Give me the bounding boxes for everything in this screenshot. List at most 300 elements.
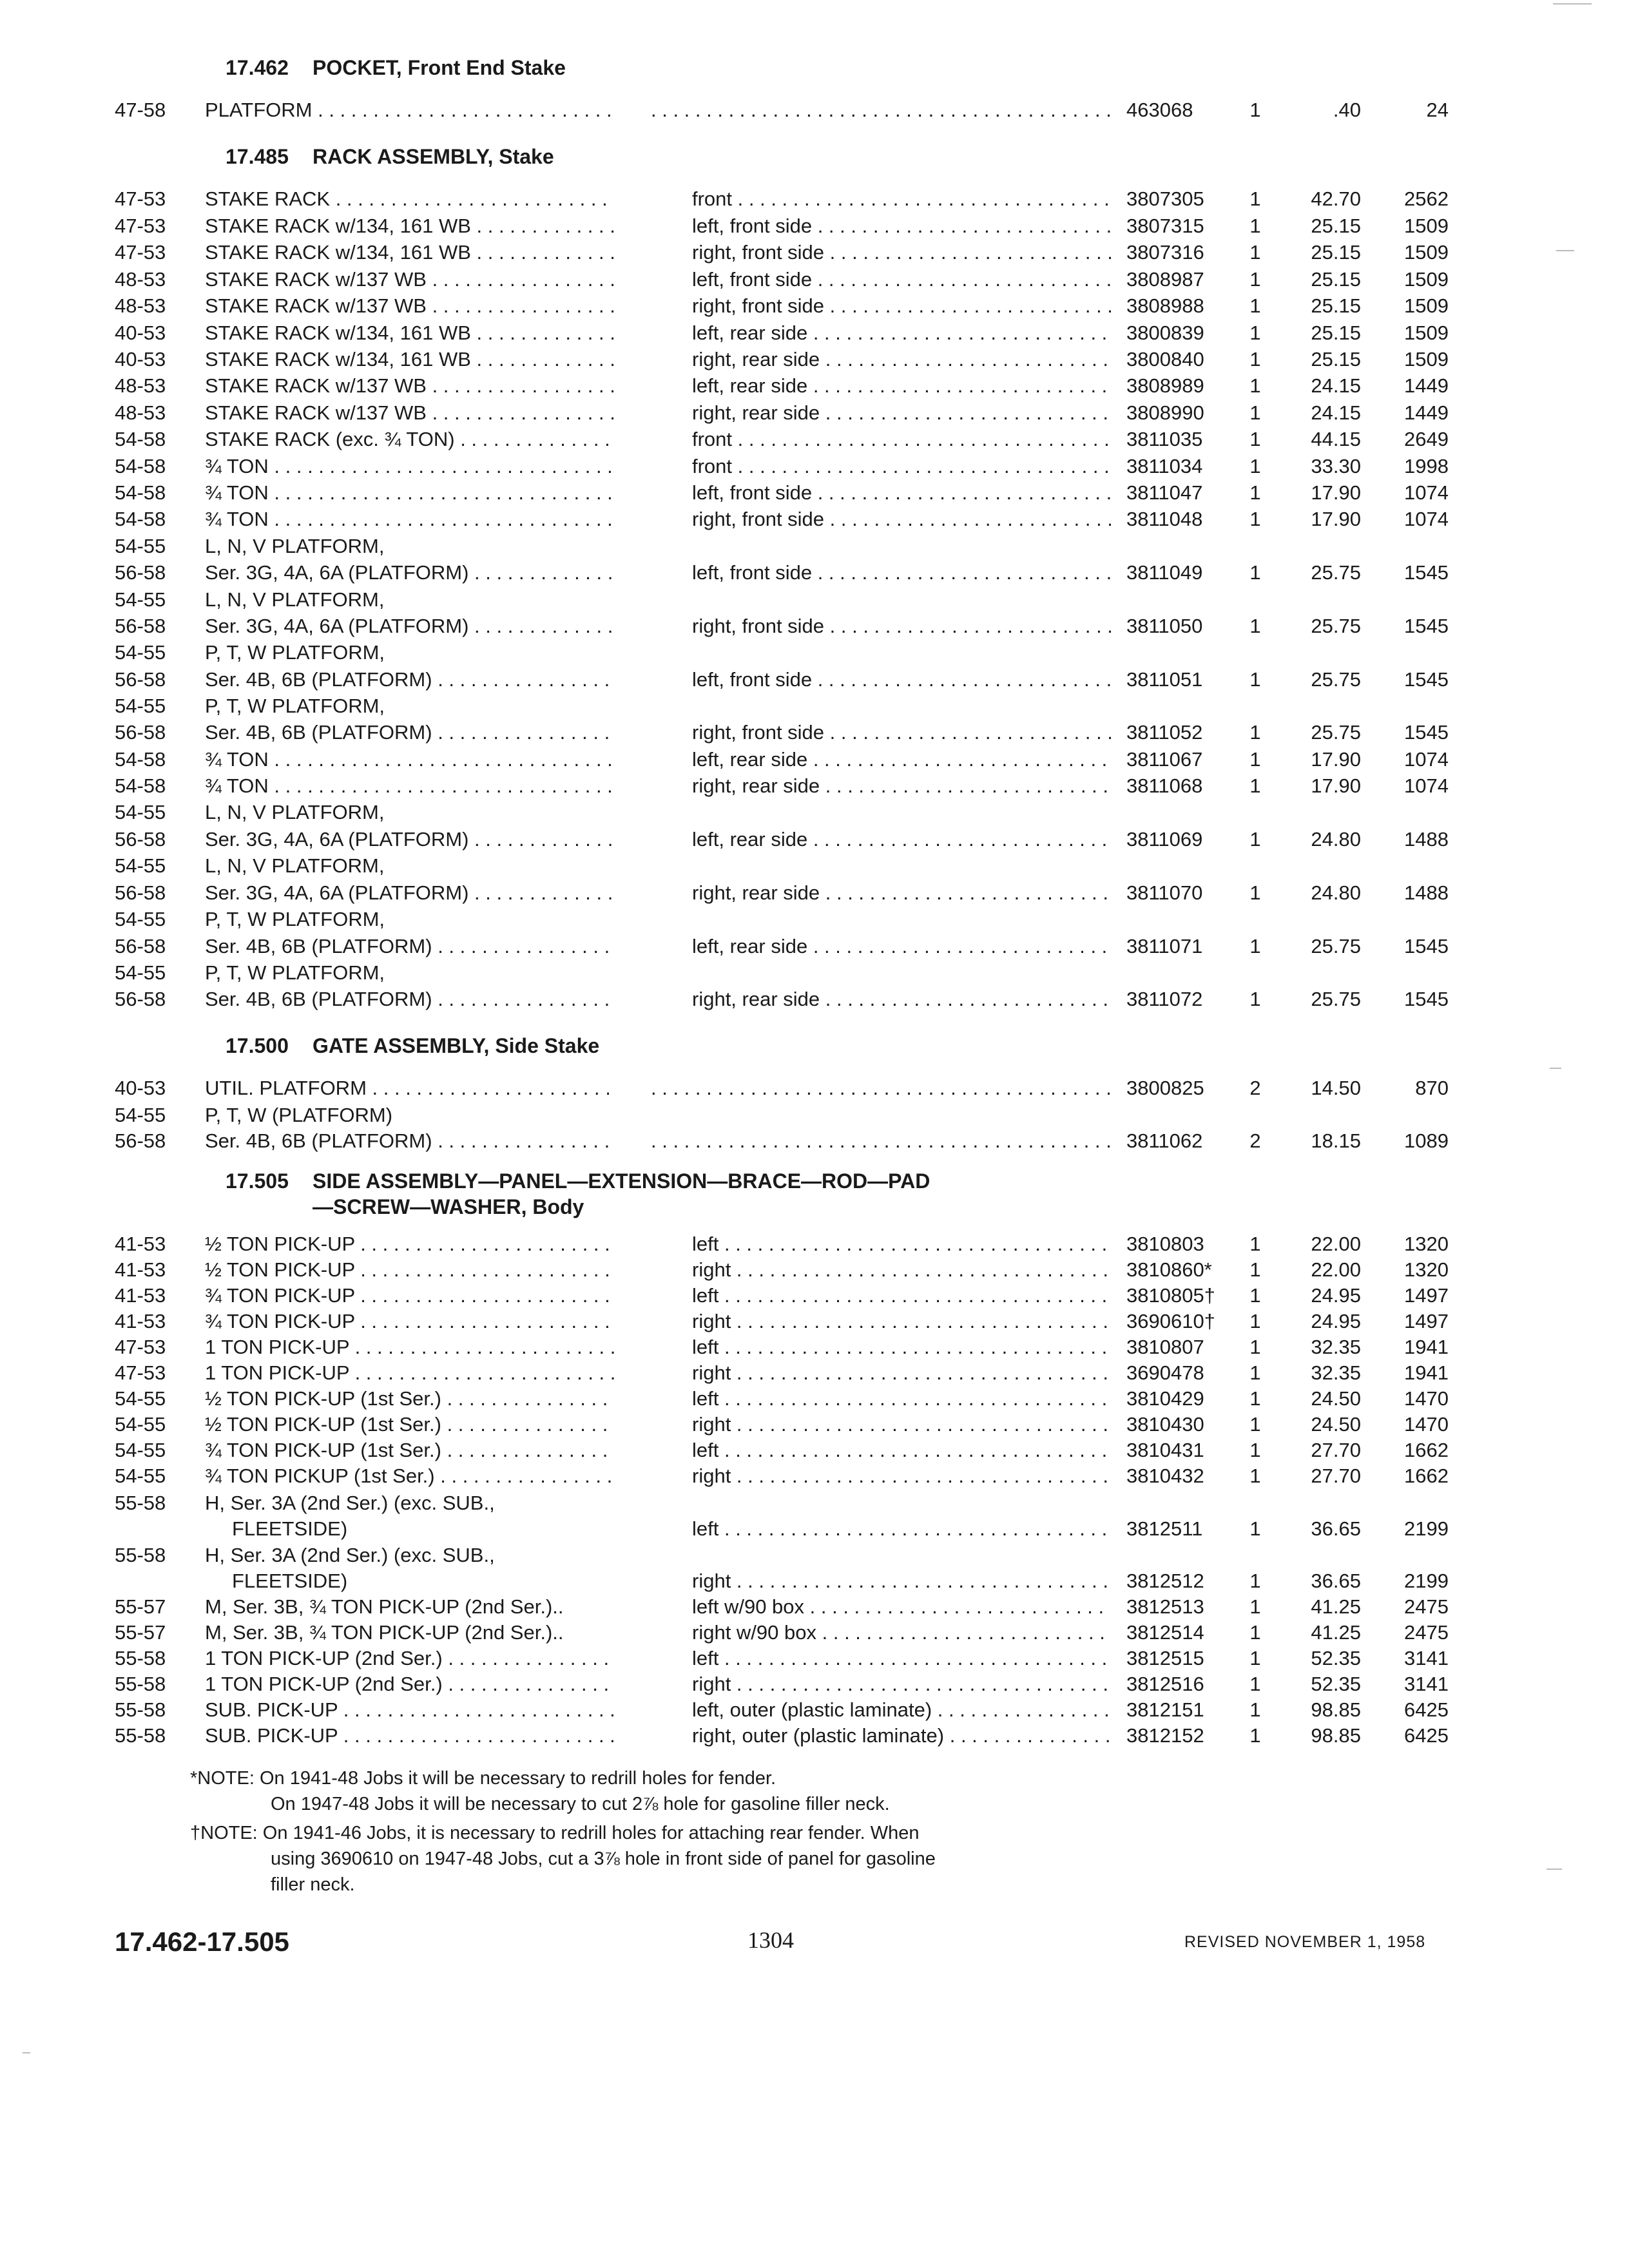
- years-cell: 40-53: [115, 1077, 166, 1099]
- quantity-cell: 1: [1249, 99, 1261, 121]
- code-cell: 1509: [1404, 322, 1449, 344]
- quantity-cell: 1: [1249, 1310, 1261, 1332]
- years-cell: 48-53: [115, 268, 166, 291]
- years-cell: 56-58: [115, 561, 166, 584]
- price-cell: 22.00: [1311, 1233, 1361, 1255]
- part-number-cell: 3812515: [1126, 1647, 1204, 1669]
- location-cell: front . . .: [692, 426, 1111, 452]
- code-cell: 1449: [1404, 374, 1449, 397]
- quantity-cell: 1: [1249, 268, 1261, 291]
- dot-leader: [651, 1075, 1111, 1101]
- price-cell: 25.15: [1311, 322, 1361, 344]
- years-cell: 55-57: [115, 1595, 166, 1618]
- price-cell: 25.15: [1311, 348, 1361, 370]
- description-cell: P, T, W PLATFORM,: [205, 961, 385, 984]
- part-number-cell: 3812151: [1126, 1698, 1204, 1721]
- part-number-cell: 3810860*: [1126, 1258, 1212, 1281]
- table-row: [0, 1411, 1629, 1437]
- quantity-cell: 1: [1249, 774, 1261, 797]
- description-cell: P, T, W (PLATFORM): [205, 1104, 393, 1126]
- footnote: †NOTE: On 1941-46 Jobs, it is necessary to redrill holes for attaching rear fender. When: [190, 1823, 920, 1843]
- footnote: *NOTE: On 1941-48 Jobs it will be necessary to redrill holes for fender.: [190, 1768, 776, 1789]
- code-cell: 2562: [1404, 187, 1449, 210]
- price-cell: 14.50: [1311, 1077, 1361, 1099]
- part-number-cell: 3811072: [1126, 988, 1203, 1010]
- code-cell: 24: [1426, 99, 1449, 121]
- price-cell: 24.50: [1311, 1413, 1361, 1436]
- part-number-cell: 3808987: [1126, 268, 1204, 291]
- table-row: [0, 959, 1629, 986]
- description-cell: L, N, V PLATFORM,: [205, 854, 385, 877]
- price-cell: 25.15: [1311, 268, 1361, 291]
- table-row: [0, 826, 1629, 852]
- description-cell: L, N, V PLATFORM,: [205, 801, 385, 823]
- table-row: [0, 906, 1629, 932]
- years-cell: 56-58: [115, 988, 166, 1010]
- table-row: [0, 1619, 1629, 1646]
- table-row: [0, 1671, 1629, 1697]
- code-cell: 1509: [1404, 294, 1449, 317]
- table-row: [0, 746, 1629, 773]
- table-row: [0, 773, 1629, 799]
- quantity-cell: 1: [1249, 1336, 1261, 1358]
- part-number-cell: 3810431: [1126, 1439, 1204, 1461]
- description-cell: ½ TON PICK-UP (1st Ser.) . . .: [205, 1385, 615, 1412]
- price-cell: 52.35: [1311, 1673, 1361, 1695]
- years-cell: 48-53: [115, 374, 166, 397]
- part-number-cell: 3811067: [1126, 748, 1203, 771]
- scan-mark: [1550, 1068, 1561, 1069]
- code-cell: 1488: [1404, 828, 1449, 850]
- description-cell: M, Ser. 3B, ¾ TON PICK-UP (2nd Ser.)..: [205, 1595, 564, 1618]
- table-row: [0, 693, 1629, 719]
- years-cell: 47-53: [115, 187, 166, 210]
- table-row: [0, 1437, 1629, 1463]
- code-cell: 1545: [1404, 615, 1449, 637]
- code-cell: 2475: [1404, 1595, 1449, 1618]
- part-number-cell: 3810805†: [1126, 1284, 1215, 1307]
- price-cell: 24.95: [1311, 1284, 1361, 1307]
- years-cell: 54-55: [115, 908, 166, 930]
- description-cell: Ser. 3G, 4A, 6A (PLATFORM) . . .: [205, 559, 615, 586]
- years-cell: 54-55: [115, 641, 166, 664]
- section-number: 17.462: [226, 56, 289, 79]
- location-cell: right, rear side . . .: [692, 879, 1111, 906]
- location-cell: right, front side . . .: [692, 239, 1111, 265]
- code-cell: 1074: [1404, 508, 1449, 530]
- quantity-cell: 1: [1249, 374, 1261, 397]
- code-cell: 1941: [1404, 1361, 1449, 1384]
- location-cell: left . . .: [692, 1515, 1111, 1542]
- location-cell: right, rear side . . .: [692, 346, 1111, 372]
- dot-leader: [651, 97, 1111, 123]
- price-cell: 17.90: [1311, 508, 1361, 530]
- description-cell: PLATFORM . . .: [205, 97, 615, 123]
- quantity-cell: 1: [1249, 1724, 1261, 1747]
- years-cell: 55-58: [115, 1724, 166, 1747]
- description-continued: FLEETSIDE): [232, 1570, 348, 1592]
- part-number-cell: 3812152: [1126, 1724, 1204, 1747]
- years-cell: 54-55: [115, 1387, 166, 1410]
- description-cell: Ser. 4B, 6B (PLATFORM) . . .: [205, 1128, 615, 1154]
- years-cell: 56-58: [115, 668, 166, 691]
- description-cell: Ser. 3G, 4A, 6A (PLATFORM) . . .: [205, 613, 615, 639]
- location-cell: left, front side . . .: [692, 479, 1111, 506]
- table-row: [0, 479, 1629, 506]
- footer-section-range: 17.462-17.505: [115, 1927, 289, 1957]
- table-row: [0, 719, 1629, 745]
- section-title: SIDE ASSEMBLY—PANEL—EXTENSION—BRACE—ROD—PAD: [313, 1169, 930, 1193]
- code-cell: 1320: [1404, 1258, 1449, 1281]
- table-row: [0, 613, 1629, 639]
- years-cell: 48-53: [115, 401, 166, 424]
- table-row: [0, 852, 1629, 879]
- years-cell: 55-58: [115, 1673, 166, 1695]
- scan-mark: [1553, 3, 1592, 5]
- part-number-cell: 3812513: [1126, 1595, 1204, 1618]
- code-cell: 1089: [1404, 1129, 1449, 1152]
- description-cell: 1 TON PICK-UP (2nd Ser.) . . .: [205, 1671, 615, 1697]
- table-row: [0, 320, 1629, 346]
- section-title: GATE ASSEMBLY, Side Stake: [313, 1034, 600, 1057]
- price-cell: 27.70: [1311, 1439, 1361, 1461]
- years-cell: 47-53: [115, 215, 166, 237]
- table-row: [0, 213, 1629, 239]
- years-cell: 48-53: [115, 294, 166, 317]
- code-cell: 1545: [1404, 721, 1449, 744]
- quantity-cell: 1: [1249, 215, 1261, 237]
- description-cell: Ser. 3G, 4A, 6A (PLATFORM) . . .: [205, 826, 615, 852]
- description-cell: STAKE RACK w/137 WB . . .: [205, 266, 615, 293]
- years-cell: 55-58: [115, 1544, 166, 1566]
- part-number-cell: 463068: [1126, 99, 1193, 121]
- section-number: 17.485: [226, 145, 289, 168]
- years-cell: 56-58: [115, 935, 166, 957]
- table-row: [0, 1334, 1629, 1360]
- part-number-cell: 3810432: [1126, 1465, 1204, 1487]
- location-cell: left, rear side . . .: [692, 320, 1111, 346]
- quantity-cell: 1: [1249, 1595, 1261, 1618]
- location-cell: right . . .: [692, 1360, 1111, 1386]
- part-number-cell: 3810430: [1126, 1413, 1204, 1436]
- price-cell: 24.95: [1311, 1310, 1361, 1332]
- code-cell: 1320: [1404, 1233, 1449, 1255]
- table-row: [0, 186, 1629, 212]
- part-number-cell: 3807315: [1126, 215, 1204, 237]
- quantity-cell: 1: [1249, 1647, 1261, 1669]
- years-cell: 54-55: [115, 588, 166, 611]
- quantity-cell: 1: [1249, 988, 1261, 1010]
- years-cell: 41-53: [115, 1258, 166, 1281]
- location-cell: left, front side . . .: [692, 559, 1111, 586]
- price-cell: .40: [1333, 99, 1361, 121]
- code-cell: 1998: [1404, 455, 1449, 477]
- table-row: [0, 933, 1629, 959]
- table-row: [0, 346, 1629, 372]
- code-cell: 3141: [1404, 1647, 1449, 1669]
- part-number-cell: 3690478: [1126, 1361, 1204, 1384]
- code-cell: 1497: [1404, 1310, 1449, 1332]
- quantity-cell: 1: [1249, 1258, 1261, 1281]
- code-cell: 1074: [1404, 774, 1449, 797]
- table-row: [0, 586, 1629, 613]
- part-number-cell: 3810803: [1126, 1233, 1204, 1255]
- quantity-cell: 1: [1249, 1413, 1261, 1436]
- table-row: [0, 426, 1629, 452]
- description-cell: Ser. 4B, 6B (PLATFORM) . . .: [205, 666, 615, 693]
- location-cell: left, front side . . .: [692, 666, 1111, 693]
- table-row: [0, 239, 1629, 265]
- part-number-cell: 3811052: [1126, 721, 1203, 744]
- description-cell: STAKE RACK w/137 WB . . .: [205, 293, 615, 319]
- price-cell: 44.15: [1311, 428, 1361, 450]
- years-cell: 55-58: [115, 1698, 166, 1721]
- footnote: using 3690610 on 1947-48 Jobs, cut a 3⅞ hole in front side of panel for gasoline: [271, 1849, 936, 1869]
- code-cell: 2475: [1404, 1621, 1449, 1644]
- code-cell: 1545: [1404, 668, 1449, 691]
- part-number-cell: 3808988: [1126, 294, 1204, 317]
- quantity-cell: 1: [1249, 481, 1261, 504]
- quantity-cell: 1: [1249, 1439, 1261, 1461]
- quantity-cell: 1: [1249, 508, 1261, 530]
- price-cell: 98.85: [1311, 1698, 1361, 1721]
- description-cell: UTIL. PLATFORM . . .: [205, 1075, 615, 1101]
- quantity-cell: 1: [1249, 935, 1261, 957]
- description-cell: STAKE RACK (exc. ¾ TON) . . .: [205, 426, 615, 452]
- quantity-cell: 1: [1249, 322, 1261, 344]
- years-cell: 54-55: [115, 695, 166, 717]
- description-cell: ½ TON PICK-UP . . .: [205, 1256, 615, 1283]
- code-cell: 6425: [1404, 1724, 1449, 1747]
- years-cell: 56-58: [115, 881, 166, 904]
- part-number-cell: 3811068: [1126, 774, 1203, 797]
- part-number-cell: 3800839: [1126, 322, 1204, 344]
- section-title: RACK ASSEMBLY, Stake: [313, 145, 554, 168]
- description-cell: ¾ TON PICK-UP . . .: [205, 1282, 615, 1309]
- description-cell: ¾ TON PICK-UP . . .: [205, 1308, 615, 1334]
- price-cell: 25.75: [1311, 561, 1361, 584]
- quantity-cell: 1: [1249, 401, 1261, 424]
- location-cell: left, front side . . .: [692, 266, 1111, 293]
- location-cell: left, rear side . . .: [692, 933, 1111, 959]
- part-number-cell: 3807305: [1126, 187, 1204, 210]
- section-heading: [226, 1169, 930, 1193]
- location-cell: left . . .: [692, 1231, 1111, 1257]
- part-number-cell: 3812512: [1126, 1570, 1204, 1592]
- location-cell: front . . .: [692, 453, 1111, 479]
- price-cell: 25.75: [1311, 615, 1361, 637]
- location-cell: left . . .: [692, 1282, 1111, 1309]
- price-cell: 17.90: [1311, 774, 1361, 797]
- price-cell: 36.65: [1311, 1570, 1361, 1592]
- quantity-cell: 1: [1249, 748, 1261, 771]
- location-cell: left, rear side . . .: [692, 746, 1111, 773]
- code-cell: 1509: [1404, 348, 1449, 370]
- quantity-cell: 1: [1249, 615, 1261, 637]
- description-cell: STAKE RACK . . .: [205, 186, 615, 212]
- table-row: [0, 97, 1629, 123]
- quantity-cell: 2: [1249, 1077, 1261, 1099]
- years-cell: 54-55: [115, 801, 166, 823]
- quantity-cell: 1: [1249, 828, 1261, 850]
- description-cell: 1 TON PICK-UP . . .: [205, 1334, 615, 1360]
- years-cell: 54-55: [115, 1413, 166, 1436]
- location-cell: right . . .: [692, 1671, 1111, 1697]
- price-cell: 24.15: [1311, 374, 1361, 397]
- price-cell: 18.15: [1311, 1129, 1361, 1152]
- location-cell: right . . .: [692, 1308, 1111, 1334]
- quantity-cell: 1: [1249, 187, 1261, 210]
- location-cell: right . . .: [692, 1256, 1111, 1283]
- description-cell: H, Ser. 3A (2nd Ser.) (exc. SUB.,: [205, 1544, 495, 1566]
- scan-mark: [1547, 1869, 1562, 1870]
- description-cell: ¾ TON . . .: [205, 773, 615, 799]
- location-cell: right . . .: [692, 1463, 1111, 1489]
- description-cell: P, T, W PLATFORM,: [205, 908, 385, 930]
- section-number: 17.500: [226, 1034, 289, 1057]
- location-cell: right w/90 box . . .: [692, 1619, 1111, 1646]
- years-cell: 41-53: [115, 1284, 166, 1307]
- table-row: [0, 1696, 1629, 1723]
- description-cell: P, T, W PLATFORM,: [205, 641, 385, 664]
- table-row: [0, 453, 1629, 479]
- description-cell: ½ TON PICK-UP . . .: [205, 1231, 615, 1257]
- quantity-cell: 1: [1249, 668, 1261, 691]
- part-number-cell: 3810429: [1126, 1387, 1204, 1410]
- quantity-cell: 1: [1249, 241, 1261, 264]
- quantity-cell: 1: [1249, 1361, 1261, 1384]
- footer-page-number: 1304: [747, 1927, 794, 1953]
- description-cell: ¾ TON . . .: [205, 479, 615, 506]
- years-cell: 47-53: [115, 241, 166, 264]
- code-cell: 2199: [1404, 1570, 1449, 1592]
- years-cell: 47-53: [115, 1336, 166, 1358]
- years-cell: 56-58: [115, 615, 166, 637]
- description-cell: STAKE RACK w/134, 161 WB . . .: [205, 239, 615, 265]
- price-cell: 32.35: [1311, 1361, 1361, 1384]
- years-cell: 54-58: [115, 774, 166, 797]
- years-cell: 56-58: [115, 721, 166, 744]
- dot-leader: [651, 1128, 1111, 1154]
- code-cell: 6425: [1404, 1698, 1449, 1721]
- years-cell: 41-53: [115, 1233, 166, 1255]
- code-cell: 3141: [1404, 1673, 1449, 1695]
- description-cell: P, T, W PLATFORM,: [205, 695, 385, 717]
- part-number-cell: 3807316: [1126, 241, 1204, 264]
- table-row: [0, 1568, 1629, 1594]
- location-cell: left, rear side . . .: [692, 372, 1111, 399]
- price-cell: 27.70: [1311, 1465, 1361, 1487]
- code-cell: 1662: [1404, 1465, 1449, 1487]
- price-cell: 42.70: [1311, 187, 1361, 210]
- section-title-continued: —SCREW—WASHER, Body: [313, 1195, 584, 1218]
- part-number-cell: 3808990: [1126, 401, 1204, 424]
- price-cell: 41.25: [1311, 1595, 1361, 1618]
- table-row: [0, 559, 1629, 586]
- code-cell: 1545: [1404, 561, 1449, 584]
- description-cell: ¾ TON . . .: [205, 746, 615, 773]
- quantity-cell: 2: [1249, 1129, 1261, 1152]
- table-row: [0, 1542, 1629, 1568]
- description-cell: L, N, V PLATFORM,: [205, 535, 385, 557]
- years-cell: 54-58: [115, 428, 166, 450]
- location-cell: left . . .: [692, 1645, 1111, 1671]
- description-cell: ½ TON PICK-UP (1st Ser.) . . .: [205, 1411, 615, 1437]
- description-cell: ¾ TON PICKUP (1st Ser.) . . .: [205, 1463, 615, 1489]
- price-cell: 25.15: [1311, 215, 1361, 237]
- code-cell: 1662: [1404, 1439, 1449, 1461]
- years-cell: 47-53: [115, 1361, 166, 1384]
- quantity-cell: 1: [1249, 1621, 1261, 1644]
- location-cell: right, front side . . .: [692, 506, 1111, 532]
- table-row: [0, 1490, 1629, 1516]
- years-cell: 55-58: [115, 1492, 166, 1514]
- table-row: [0, 986, 1629, 1012]
- part-number-cell: 3811048: [1126, 508, 1203, 530]
- table-row: [0, 639, 1629, 666]
- price-cell: 25.75: [1311, 935, 1361, 957]
- description-cell: L, N, V PLATFORM,: [205, 588, 385, 611]
- part-number-cell: 3812514: [1126, 1621, 1204, 1644]
- table-row: [0, 506, 1629, 532]
- years-cell: 40-53: [115, 322, 166, 344]
- table-row: [0, 1282, 1629, 1309]
- description-cell: STAKE RACK w/137 WB . . .: [205, 372, 615, 399]
- quantity-cell: 1: [1249, 294, 1261, 317]
- description-continued: FLEETSIDE): [232, 1517, 348, 1540]
- part-number-cell: 3811071: [1126, 935, 1203, 957]
- location-cell: left, front side . . .: [692, 213, 1111, 239]
- table-row: [0, 399, 1629, 426]
- table-row: [0, 266, 1629, 293]
- description-cell: STAKE RACK w/134, 161 WB . . .: [205, 320, 615, 346]
- description-cell: Ser. 4B, 6B (PLATFORM) . . .: [205, 719, 615, 745]
- years-cell: 54-58: [115, 748, 166, 771]
- years-cell: 54-55: [115, 535, 166, 557]
- years-cell: 54-55: [115, 1465, 166, 1487]
- table-row: [0, 1128, 1629, 1154]
- description-cell: H, Ser. 3A (2nd Ser.) (exc. SUB.,: [205, 1492, 495, 1514]
- years-cell: 55-58: [115, 1647, 166, 1669]
- part-number-cell: 3811035: [1126, 428, 1203, 450]
- location-cell: right, outer (plastic laminate) . . .: [692, 1722, 1111, 1749]
- table-row: [0, 799, 1629, 825]
- location-cell: left, rear side . . .: [692, 826, 1111, 852]
- quantity-cell: 1: [1249, 1570, 1261, 1592]
- years-cell: 54-58: [115, 481, 166, 504]
- years-cell: 56-58: [115, 828, 166, 850]
- quantity-cell: 1: [1249, 881, 1261, 904]
- part-number-cell: 3811049: [1126, 561, 1203, 584]
- table-row: [0, 1102, 1629, 1128]
- code-cell: 1074: [1404, 481, 1449, 504]
- location-cell: left . . .: [692, 1437, 1111, 1463]
- location-cell: right, rear side . . .: [692, 399, 1111, 426]
- section-number: 17.505: [226, 1169, 289, 1193]
- description-cell: M, Ser. 3B, ¾ TON PICK-UP (2nd Ser.)..: [205, 1621, 564, 1644]
- location-cell: right, front side . . .: [692, 719, 1111, 745]
- code-cell: 1509: [1404, 215, 1449, 237]
- price-cell: 24.50: [1311, 1387, 1361, 1410]
- scan-mark: [1556, 250, 1574, 251]
- table-row: [0, 293, 1629, 319]
- price-cell: 36.65: [1311, 1517, 1361, 1540]
- code-cell: 1509: [1404, 241, 1449, 264]
- years-cell: 54-58: [115, 508, 166, 530]
- quantity-cell: 1: [1249, 1233, 1261, 1255]
- description-cell: SUB. PICK-UP . . .: [205, 1696, 615, 1723]
- price-cell: 25.75: [1311, 988, 1361, 1010]
